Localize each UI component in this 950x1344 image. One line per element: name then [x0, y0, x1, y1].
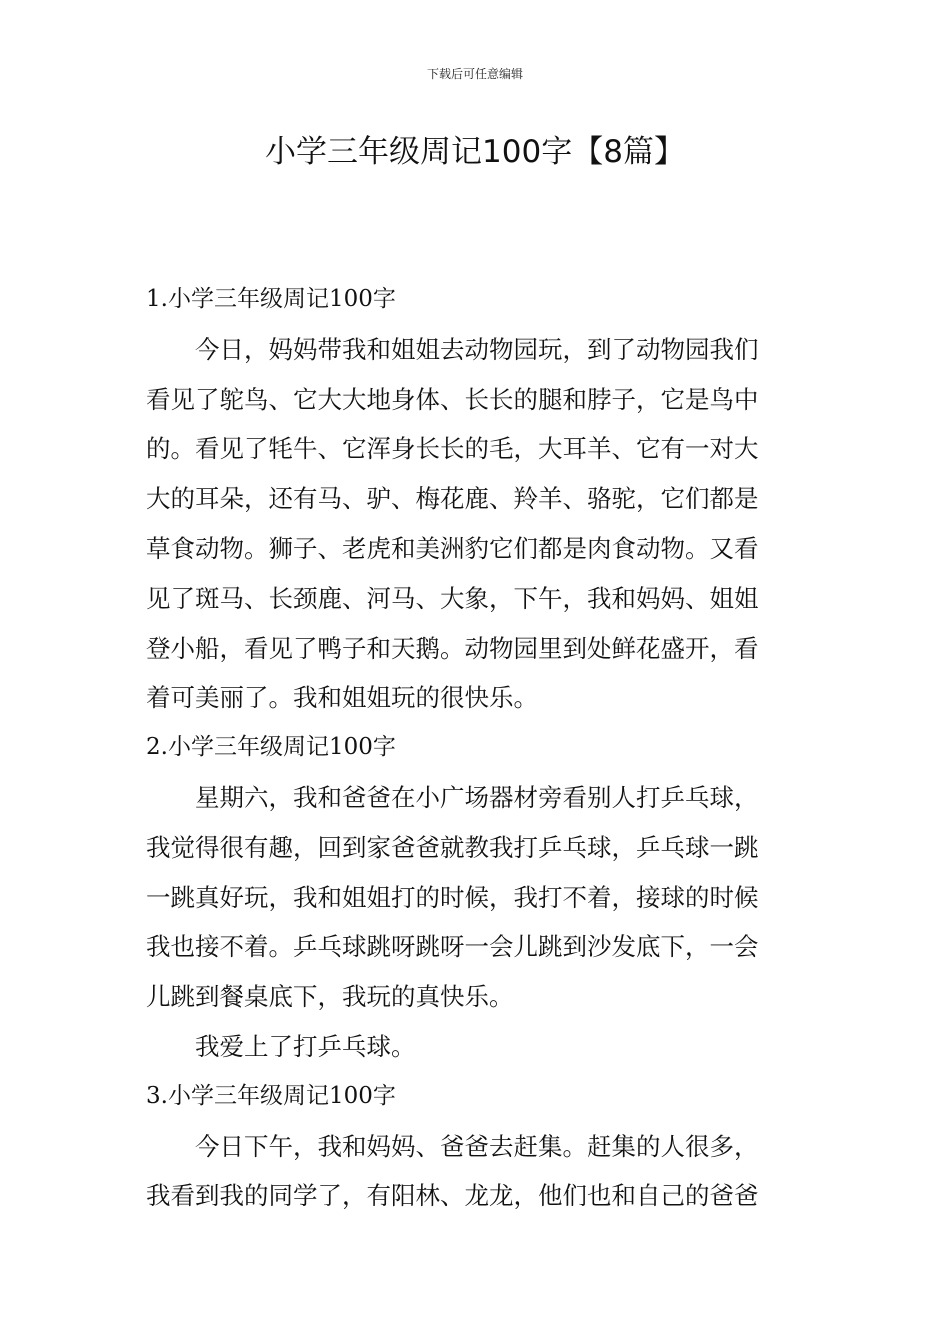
paragraph-line: 见了斑马、长颈鹿、河马、大象，下午，我和妈妈、姐姐 — [146, 583, 759, 613]
paragraph-line: 大的耳朵，还有马、驴、梅花鹿、羚羊、骆驼，它们都是 — [146, 484, 759, 514]
paragraph-line: 今日，妈妈带我和姐姐去动物园玩，到了动物园我们 — [195, 334, 759, 364]
section-heading-2: 2.小学三年级周记100字 — [146, 734, 396, 761]
paragraph-line: 我爱上了打乒乓球。 — [195, 1031, 416, 1061]
section-heading-1: 1.小学三年级周记100字 — [146, 286, 396, 312]
paragraph-line: 草食动物。狮子、老虎和美洲豹它们都是肉食动物。又看 — [146, 533, 759, 563]
paragraph-line: 我看到我的同学了，有阳林、龙龙，他们也和自己的爸爸 — [146, 1181, 759, 1211]
paragraph-line: 星期六，我和爸爸在小广场器材旁看别人打乒乓球， — [195, 782, 759, 812]
document-body — [146, 275, 810, 1221]
paragraph-line: 今日下午，我和妈妈、爸爸去赶集。赶集的人很多， — [195, 1131, 759, 1161]
paragraph-line: 我觉得很有趣，回到家爸爸就教我打乒乓球，乒乓球一跳 — [146, 832, 759, 862]
paragraph-line: 看见了鸵鸟、它大大地身体、长长的腿和脖子，它是鸟中 — [146, 384, 759, 414]
paragraph-line: 我也接不着。乒乓球跳呀跳呀一会儿跳到沙发底下，一会 — [146, 932, 759, 962]
paragraph-line: 登小船，看见了鸭子和天鹅。动物园里到处鲜花盛开，看 — [146, 633, 759, 663]
paragraph-line: 儿跳到餐桌底下，我玩的真快乐。 — [146, 982, 514, 1012]
paragraph-line: 的。看见了牦牛、它浑身长长的毛，大耳羊、它有一对大 — [146, 434, 759, 464]
document-title: 小学三年级周记100字【8篇】 — [265, 134, 685, 170]
section-heading-3: 3.小学三年级周记100字 — [146, 1082, 396, 1109]
header-note: 下载后可任意编辑 — [426, 67, 523, 81]
paragraph-line: 着可美丽了。我和姐姐玩的很快乐。 — [146, 683, 538, 713]
paragraph-line: 一跳真好玩，我和姐姐打的时候，我打不着，接球的时候 — [146, 882, 759, 912]
